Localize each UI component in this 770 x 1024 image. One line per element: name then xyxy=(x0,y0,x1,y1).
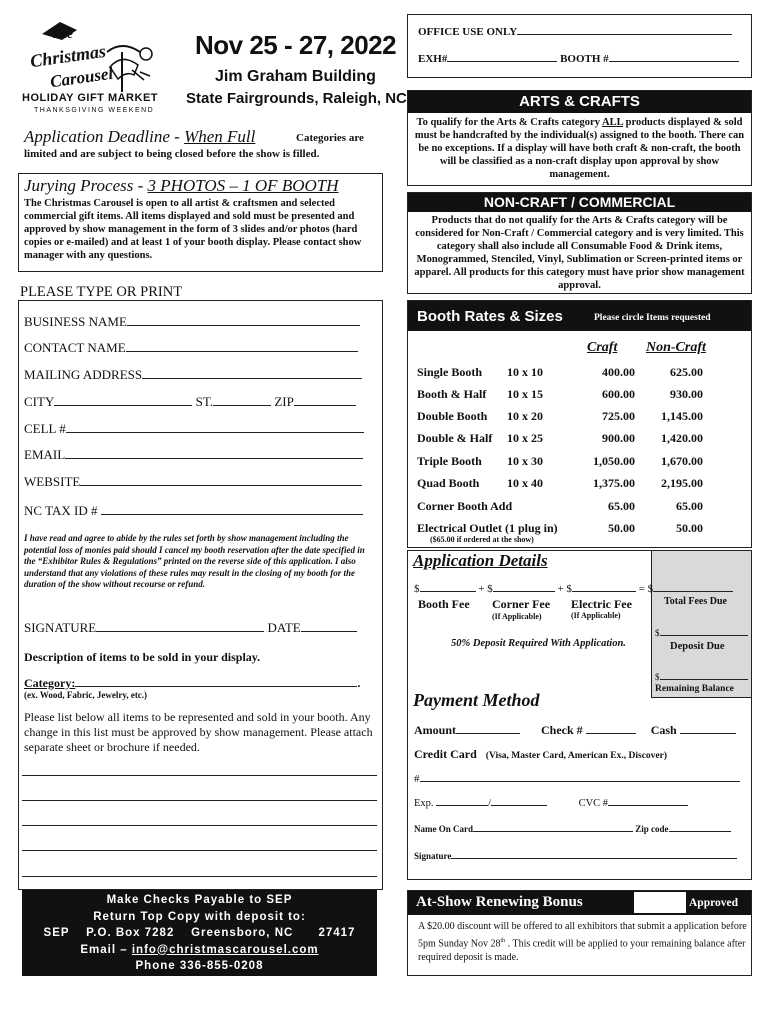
business-name-field[interactable]: BUSINESS NAME xyxy=(24,314,360,330)
rate-craft: 725.00 xyxy=(602,409,635,423)
rate-name: Double Booth xyxy=(417,409,488,423)
rate-noncraft: 2,195.00 xyxy=(661,476,703,490)
items-line-4[interactable] xyxy=(22,850,377,851)
outlet-note: ($65.00 if ordered at the show) xyxy=(430,535,534,544)
booth-fee-label: Booth Fee xyxy=(418,597,470,611)
bonus-header xyxy=(408,891,751,915)
remaining-label: Remaining Balance xyxy=(655,684,734,694)
rate-craft: 600.00 xyxy=(602,387,635,401)
booth-rates-header xyxy=(408,301,751,331)
rate-craft: 1,375.00 xyxy=(593,476,635,490)
logo xyxy=(22,12,172,117)
deposit-due-field[interactable]: $ xyxy=(655,628,748,638)
jurying-box xyxy=(18,173,383,272)
rate-noncraft: 50.00 xyxy=(676,521,703,535)
rate-name: Quad Booth xyxy=(417,476,480,490)
approved-label: Approved xyxy=(689,897,738,909)
corner-fee-label: Corner Fee xyxy=(492,597,551,611)
noncraft-box xyxy=(407,192,752,294)
rate-name: Triple Booth xyxy=(417,454,482,468)
cell-field[interactable]: CELL # xyxy=(24,421,364,437)
bonus-title: At-Show Renewing Bonus xyxy=(416,894,583,910)
noncraft-text: Products that do not qualify for the Arts & Crafts category will be considered for Non-Craft / Commercial category and is very limited. This category shall also include all Consumable Food & Drink items, Monogrammed, Stenciled, Vinyl, Sublimation or Screen-printed items or apparel. All products for this category must have prior show management approval. xyxy=(414,215,745,291)
logo-tag1: HOLIDAY GIFT MARKET xyxy=(22,92,159,104)
arts-crafts-title: ARTS & CRAFTS xyxy=(408,91,751,113)
rate-name: Booth & Half xyxy=(417,387,487,401)
logo-line3: Carousel xyxy=(48,63,115,92)
logo-line2: Christmas xyxy=(28,40,107,72)
nc-tax-id-field[interactable]: NC TAX ID # xyxy=(24,503,363,519)
fee-sum-line[interactable]: $ + $ + $ = $ xyxy=(414,583,733,595)
office-exh-booth: EXH# BOOTH # xyxy=(418,53,739,65)
checks-email: Email – info@christmascarousel.com xyxy=(80,943,319,956)
email-field[interactable]: EMAIL xyxy=(24,447,363,463)
office-use-title: OFFICE USE ONLY xyxy=(418,26,732,38)
rate-noncraft: 1,420.00 xyxy=(661,431,703,445)
rate-craft: 900.00 xyxy=(602,431,635,445)
rate-noncraft: 65.00 xyxy=(676,499,703,513)
city-st-zip-field[interactable]: CITY ST. ZIP xyxy=(24,394,356,410)
remaining-field[interactable]: $ xyxy=(655,672,748,682)
jurying-text: The Christmas Carousel is open to all artist & craftsmen and selected commercial gift items. All items displayed and sold must be presented and approved by show management in the form of 3 slides and/or photos (hard copies or e-mailed) and at least 1 of your booth display. Please contact show manager with any questions. xyxy=(24,198,362,261)
mailing-address-field[interactable]: MAILING ADDRESS xyxy=(24,367,362,383)
amount-check-cash[interactable]: Amount Check # Cash xyxy=(414,723,736,738)
rate-craft: 65.00 xyxy=(608,499,635,513)
checks-phone: Phone 336-855-0208 xyxy=(135,960,264,972)
items-line-2[interactable] xyxy=(22,800,377,801)
corner-fee-sub: (If Applicable) xyxy=(492,612,542,621)
rate-name: Corner Booth Add xyxy=(417,499,513,513)
deadline-heading: Application Deadline - When Full xyxy=(24,127,256,146)
bonus-text: A $20.00 discount will be offered to all exhibitors that submit a application before 5pm Sunday Nov 28th . This credit will be applied to your remaining balance after required deposit is made. xyxy=(418,921,747,964)
category-field[interactable]: Category: . xyxy=(24,676,361,690)
form-title: PLEASE TYPE OR PRINT xyxy=(20,284,183,300)
applicant-form-box xyxy=(18,300,383,890)
email-link[interactable]: info@christmascarousel.com xyxy=(131,943,319,956)
items-line-5[interactable] xyxy=(22,876,377,877)
rate-size: 10 x 15 xyxy=(507,387,543,401)
event-dates: Nov 25 - 27, 2022 xyxy=(195,30,397,60)
rate-size: 10 x 25 xyxy=(507,431,543,445)
credit-card-label: Credit Card (Visa, Master Card, American Ex., Discover) xyxy=(414,747,668,761)
checks-line2: Return Top Copy with deposit to: xyxy=(93,910,306,923)
office-use-box xyxy=(407,14,752,78)
booth-rates-title: Booth Rates & Sizes xyxy=(417,308,563,325)
jurying-heading: Jurying Process - 3 PHOTOS – 1 OF BOOTH xyxy=(24,176,339,195)
rate-size: 10 x 20 xyxy=(507,409,543,423)
checks-line3: SEP P.O. Box 7282 Greensboro, NC 27417 xyxy=(43,927,356,939)
approved-checkbox[interactable] xyxy=(634,892,686,913)
description-label: Description of items to be sold in your display. xyxy=(24,650,261,664)
deposit-due-label: Deposit Due xyxy=(670,641,725,652)
signature-date-field[interactable]: SIGNATURE DATE xyxy=(24,620,357,636)
payment-method-title: Payment Method xyxy=(413,690,540,710)
name-on-card-field[interactable]: Name On Card Zip code xyxy=(414,824,731,834)
rate-name: Single Booth xyxy=(417,365,483,379)
rate-size: 10 x 10 xyxy=(507,365,543,379)
agreement-text: I have read and agree to abide by the rules set forth by show management including the potential loss of monies paid should I cancel my booth reservation after the date specified in the “Exhibitor Rules & Regulations” printed on the reverse side of this application. I also understand that any violations of these rules may result in the closing of my booth for the duration of the show without recourse or refund. xyxy=(24,533,365,589)
logo-tag2: THANKSGIVING WEEKEND xyxy=(34,107,155,114)
items-line-1[interactable] xyxy=(22,775,377,776)
rate-name: Double & Half xyxy=(417,431,493,445)
payment-signature-field[interactable]: Signature xyxy=(414,851,737,861)
rate-size: 10 x 30 xyxy=(507,454,543,468)
deadline-cat-note: Categories are xyxy=(296,132,364,144)
booth-rates-note: Please circle Items requested xyxy=(594,313,711,323)
arts-crafts-box xyxy=(407,90,752,186)
noncraft-title: NON-CRAFT / COMMERCIAL xyxy=(408,193,751,212)
contact-name-field[interactable]: CONTACT NAME xyxy=(24,340,358,356)
rate-noncraft: 625.00 xyxy=(670,365,703,379)
rate-craft: 1,050.00 xyxy=(593,454,635,468)
application-details-title: Application Details xyxy=(413,551,548,570)
arts-crafts-text: To qualify for the Arts & Crafts category ALL products displayed & sold must be handcrafted by the individual(s) assigned to the booth. There can be no exceptions. If a display will have both craft & non-craft, the booth will be classified as a non-craft display upon approval by show management. xyxy=(414,117,745,180)
deadline-text: limited and are subject to being closed before the show is filled. xyxy=(24,148,320,160)
checks-payable-box xyxy=(22,890,377,976)
rate-noncraft: 1,670.00 xyxy=(661,454,703,468)
website-field[interactable]: WEBSITE xyxy=(24,474,362,490)
rate-name: Electrical Outlet (1 plug in) xyxy=(417,521,558,535)
items-line-3[interactable] xyxy=(22,825,377,826)
event-building: Jim Graham Building xyxy=(215,68,376,85)
deposit-note: 50% Deposit Required With Application. xyxy=(451,638,626,649)
checks-line1: Make Checks Payable to SEP xyxy=(106,894,293,906)
exp-cvc-field[interactable]: Exp. / CVC # xyxy=(414,798,688,809)
logo-line1: The xyxy=(52,26,73,41)
items-list-instructions: Please list below all items to be represented and sold in your booth. Any change in this list must be approved by show management. Please attach separate sheet or brochure if needed. xyxy=(24,710,373,754)
rate-noncraft: 930.00 xyxy=(670,387,703,401)
total-fees-label: Total Fees Due xyxy=(664,596,727,607)
event-location: State Fairgrounds, Raleigh, NC xyxy=(186,90,407,107)
category-hint: (ex. Wood, Fabric, Jewelry, etc.) xyxy=(24,690,148,700)
col-craft: Craft xyxy=(587,340,618,355)
card-number-field[interactable]: # xyxy=(414,773,740,785)
col-noncraft: Non-Craft xyxy=(646,340,706,355)
rate-craft: 50.00 xyxy=(608,521,635,535)
electric-fee-label: Electric Fee xyxy=(571,597,632,611)
rate-size: 10 x 40 xyxy=(507,476,543,490)
rate-noncraft: 1,145.00 xyxy=(661,409,703,423)
rate-craft: 400.00 xyxy=(602,365,635,379)
electric-fee-sub: (If Applicable) xyxy=(571,611,621,620)
